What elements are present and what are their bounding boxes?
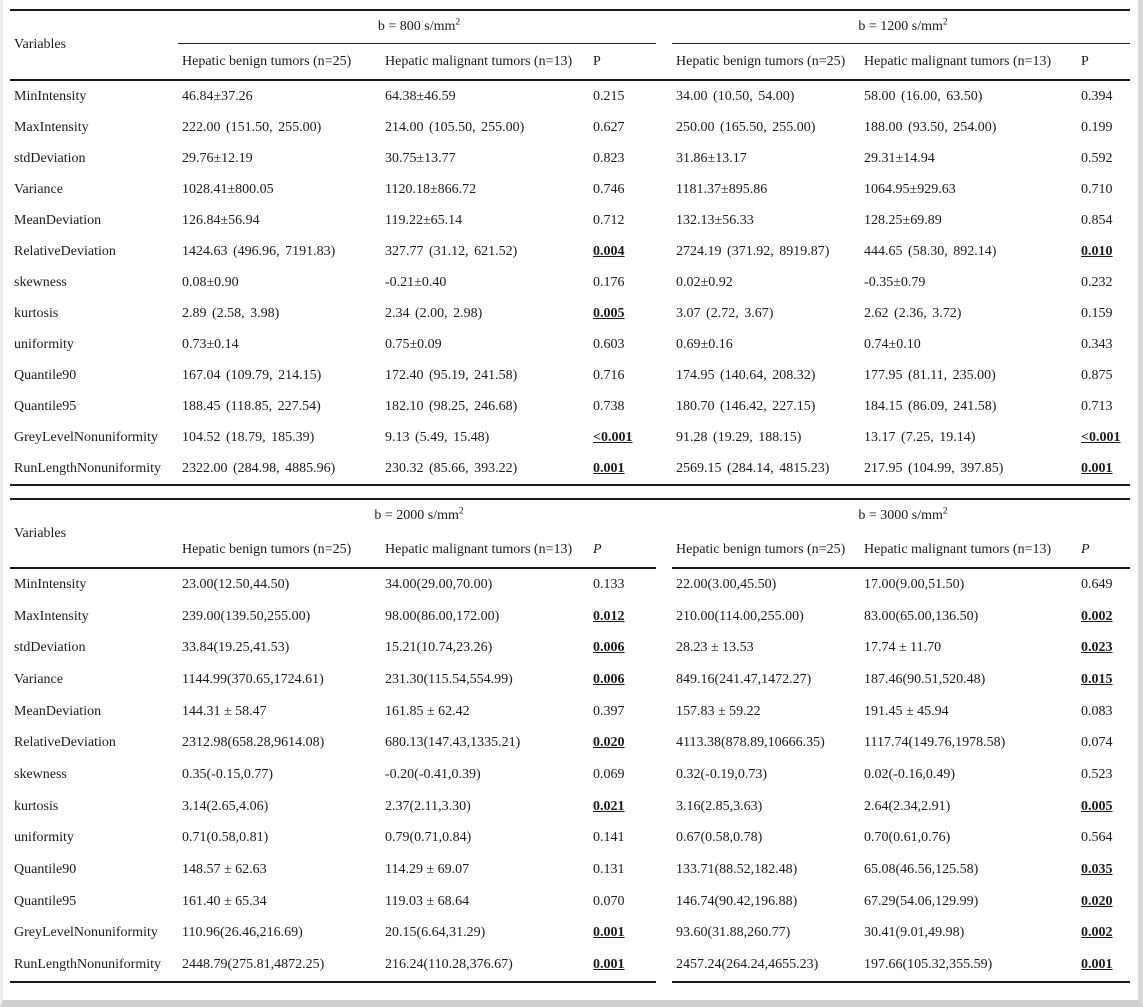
p-value-cell: 0.021 [593, 798, 625, 814]
benign-value-cell: 146.74(90.42,196.88) [676, 893, 798, 909]
benign-value-cell: 2.89 (2.58, 3.98) [182, 305, 280, 321]
variable-name-cell: kurtosis [14, 305, 59, 321]
p-value-cell: 0.199 [1081, 119, 1113, 135]
p-value-cell: 0.394 [1081, 88, 1113, 104]
column-gap [656, 453, 672, 485]
benign-value-cell: 0.67(0.58,0.78) [676, 830, 763, 846]
p-value-cell: 0.823 [593, 150, 625, 166]
p-value-cell: 0.002 [1081, 925, 1113, 941]
table-row [10, 949, 1130, 982]
benign-value-cell: 0.73±0.14 [182, 336, 239, 352]
table-body [10, 80, 1130, 485]
malignant-value-cell: 177.95 (81.11, 235.00) [864, 367, 996, 383]
malignant-value-cell: 67.29(54.06,129.99) [864, 893, 979, 909]
malignant-value-cell: 1120.18±866.72 [385, 181, 477, 197]
benign-value-cell: 2448.79(275.81,4872.25) [178, 949, 381, 982]
benign-value-cell: 167.04 (109.79, 214.15) [182, 367, 322, 383]
table-row [10, 568, 1130, 601]
table-row [10, 174, 1130, 205]
p-value-cell: 0.010 [1081, 243, 1113, 259]
group-header-b800: b = 800 $s/mm^2$ [178, 10, 656, 44]
benign-value-cell: 0.02±0.92 [676, 274, 733, 290]
variable-name-cell: MinIntensity [14, 88, 87, 104]
column-header-malignant-b800: Hepatic malignant tumors (n=13) [381, 44, 589, 81]
p-value-cell: 0.649 [1081, 576, 1113, 592]
p-value-cell: 0.001 [589, 949, 656, 982]
table-row [10, 80, 1130, 112]
p-value-cell: 0.131 [593, 862, 625, 878]
malignant-value-cell: 214.00 (105.50, 255.00) [385, 119, 525, 135]
benign-value-cell: 2322.00 (284.98, 4885.96) [182, 460, 336, 476]
variable-name-cell: RunLengthNonuniformity [14, 460, 161, 476]
table-row [10, 791, 1130, 823]
benign-value-cell: 34.00 (10.50, 54.00) [676, 88, 795, 104]
malignant-value-cell: 1117.74(149.76,1978.58) [864, 735, 1006, 751]
benign-value-cell: 2457.24(264.24,4655.23) [672, 949, 860, 982]
benign-value-cell: 3.07 (2.72, 3.67) [676, 305, 774, 321]
variable-name-cell: Quantile90 [14, 367, 77, 383]
malignant-value-cell: 17.00(9.00,51.50) [864, 576, 965, 592]
malignant-value-cell: 128.25±69.89 [864, 212, 942, 228]
table-row [10, 918, 1130, 950]
p-value-cell: 0.083 [1081, 703, 1113, 719]
column-gap [656, 143, 672, 174]
malignant-value-cell: -0.35±0.79 [864, 274, 926, 290]
benign-value-cell: 0.08±0.90 [182, 274, 239, 290]
malignant-value-cell: 17.74 ± 11.70 [864, 640, 942, 656]
benign-value-cell: 28.23 ± 13.53 [676, 640, 754, 656]
benign-value-cell: 93.60(31.88,260.77) [676, 925, 791, 941]
table-row [10, 632, 1130, 664]
malignant-value-cell: 98.00(86.00,172.00) [385, 608, 500, 624]
benign-value-cell: 1144.99(370.65,1724.61) [182, 671, 324, 687]
malignant-value-cell: 119.22±65.14 [385, 212, 463, 228]
benign-value-cell: 46.84±37.26 [182, 88, 253, 104]
variable-name-cell: MaxIntensity [14, 608, 89, 624]
malignant-value-cell: 216.24(110.28,376.67) [381, 949, 589, 982]
table-row [10, 453, 1130, 485]
column-gap [656, 949, 672, 982]
p-value-cell: 0.746 [593, 181, 625, 197]
column-gap [656, 499, 672, 568]
p-value-cell: 0.738 [593, 398, 625, 414]
malignant-value-cell: 0.70(0.61,0.76) [864, 830, 951, 846]
column-header-p-b3000: P [1077, 532, 1130, 568]
benign-value-cell: 29.76±12.19 [182, 150, 253, 166]
malignant-value-cell: 0.02(-0.16,0.49) [864, 766, 955, 782]
malignant-value-cell: 30.41(9.01,49.98) [864, 925, 965, 941]
table-b2000-b3000 [10, 498, 1130, 983]
benign-value-cell: 104.52 (18.79, 185.39) [182, 429, 315, 445]
malignant-value-cell: 197.66(105.32,355.59) [860, 949, 1077, 982]
p-value-cell: 0.070 [593, 893, 625, 909]
malignant-value-cell: 172.40 (95.19, 241.58) [385, 367, 518, 383]
column-header-row [10, 532, 1130, 568]
benign-value-cell: 180.70 (146.42, 227.15) [676, 398, 816, 414]
benign-value-cell: 1028.41±800.05 [182, 181, 274, 197]
variable-name-cell: stdDeviation [14, 640, 86, 656]
column-gap [656, 823, 672, 855]
variable-name-cell: MeanDeviation [14, 703, 102, 719]
malignant-value-cell: 217.95 (104.99, 397.85) [864, 460, 1004, 476]
column-gap [656, 205, 672, 236]
p-value-cell: 0.023 [1081, 640, 1113, 656]
group-header-row [10, 10, 1130, 44]
p-value-cell: 0.012 [593, 608, 625, 624]
column-gap [656, 632, 672, 664]
column-gap [656, 791, 672, 823]
benign-value-cell: 126.84±56.94 [182, 212, 260, 228]
column-gap [656, 267, 672, 298]
group-header-b1200: b = 1200 $s/mm^2$ [672, 10, 1130, 44]
benign-value-cell: 1181.37±895.86 [676, 181, 768, 197]
p-value-cell: 0.006 [593, 640, 625, 656]
table-row [10, 267, 1130, 298]
malignant-value-cell: 444.65 (58.30, 892.14) [864, 243, 997, 259]
benign-value-cell: 144.31 ± 58.47 [182, 703, 267, 719]
table-row [10, 823, 1130, 855]
benign-value-cell: 239.00(139.50,255.00) [182, 608, 311, 624]
variable-name-cell: MeanDeviation [14, 212, 102, 228]
table-row [10, 759, 1130, 791]
malignant-value-cell: 161.85 ± 62.42 [385, 703, 470, 719]
column-header-benign-b3000: Hepatic benign tumors (n=25) [672, 532, 860, 568]
table-row [10, 298, 1130, 329]
benign-value-cell: 222.00 (151.50, 255.00) [182, 119, 322, 135]
column-gap [656, 422, 672, 453]
variables-header: Variables [10, 499, 178, 568]
table-row [10, 360, 1130, 391]
p-value-cell: 0.069 [593, 766, 625, 782]
variable-name-cell: skewness [14, 766, 67, 782]
column-header-p-b800: P [589, 44, 656, 81]
p-value-cell: 0.232 [1081, 274, 1113, 290]
p-value-cell: 0.004 [593, 243, 625, 259]
benign-value-cell: 3.16(2.85,3.63) [676, 798, 763, 814]
group-header-b2000: b = 2000 $s/mm^2$ [374, 506, 464, 523]
malignant-value-cell: 114.29 ± 69.07 [385, 862, 470, 878]
malignant-value-cell: 231.30(115.54,554.99) [385, 671, 513, 687]
benign-value-cell: 0.32(-0.19,0.73) [676, 766, 767, 782]
column-gap [656, 329, 672, 360]
variable-name-cell: Variance [14, 181, 63, 197]
benign-value-cell: 31.86±13.17 [676, 150, 747, 166]
p-value-cell: <0.001 [593, 429, 633, 445]
column-gap [656, 391, 672, 422]
malignant-value-cell: 187.46(90.51,520.48) [864, 671, 986, 687]
benign-value-cell: 148.57 ± 62.63 [182, 862, 267, 878]
malignant-value-cell: 13.17 (7.25, 19.14) [864, 429, 976, 445]
p-value-cell: 0.854 [1081, 212, 1113, 228]
column-header-p-b1200: P [1077, 44, 1130, 81]
p-value-cell: 0.716 [593, 367, 625, 383]
benign-value-cell: 0.69±0.16 [676, 336, 733, 352]
benign-value-cell: 849.16(241.47,1472.27) [676, 671, 812, 687]
table-row [10, 391, 1130, 422]
p-value-cell: 0.001 [593, 460, 625, 476]
benign-value-cell: 210.00(114.00,255.00) [676, 608, 804, 624]
column-gap [656, 568, 672, 601]
variable-name-cell: kurtosis [14, 798, 59, 814]
malignant-value-cell: 20.15(6.64,31.29) [385, 925, 486, 941]
p-value-cell: 0.001 [593, 925, 625, 941]
table-row [10, 696, 1130, 728]
superscript-2: 2 [942, 17, 948, 28]
p-value-cell: 0.215 [593, 88, 625, 104]
variable-name-cell: RelativeDeviation [14, 243, 116, 259]
table-row [10, 854, 1130, 886]
p-value-cell: 0.710 [1081, 181, 1113, 197]
p-value-cell: 0.002 [1081, 608, 1113, 624]
benign-value-cell: 22.00(3.00,45.50) [676, 576, 777, 592]
benign-value-cell: 4113.38(878.89,10666.35) [676, 735, 825, 751]
p-value-cell: 0.074 [1081, 735, 1113, 751]
malignant-value-cell: 83.00(65.00,136.50) [864, 608, 979, 624]
column-header-malignant-b3000: Hepatic malignant tumors (n=13) [860, 532, 1077, 568]
variable-name-cell: RunLengthNonuniformity [10, 949, 178, 982]
p-value-cell: 0.875 [1081, 367, 1113, 383]
benign-value-cell: 110.96(26.46,216.69) [182, 925, 303, 941]
benign-value-cell: 188.45 (118.85, 227.54) [182, 398, 321, 414]
malignant-value-cell: 230.32 (85.66, 393.22) [385, 460, 518, 476]
variable-name-cell: MinIntensity [14, 576, 87, 592]
malignant-value-cell: 191.45 ± 45.94 [864, 703, 949, 719]
p-value-cell: 0.133 [593, 576, 625, 592]
column-gap [656, 759, 672, 791]
p-value-cell: 0.603 [593, 336, 625, 352]
p-value-cell: 0.627 [593, 119, 625, 135]
malignant-value-cell: 64.38±46.59 [385, 88, 456, 104]
column-gap [656, 298, 672, 329]
malignant-value-cell: 680.13(147.43,1335.21) [385, 735, 521, 751]
malignant-value-cell: -0.20(-0.41,0.39) [385, 766, 481, 782]
malignant-value-cell: 30.75±13.77 [385, 150, 456, 166]
benign-value-cell: 250.00 (165.50, 255.00) [676, 119, 816, 135]
malignant-value-cell: 15.21(10.74,23.26) [385, 640, 493, 656]
variable-name-cell: Quantile90 [14, 862, 77, 878]
p-value-cell: 0.592 [1081, 150, 1113, 166]
malignant-value-cell: 1064.95±929.63 [864, 181, 956, 197]
malignant-value-cell: 2.62 (2.36, 3.72) [864, 305, 962, 321]
table-row [10, 143, 1130, 174]
malignant-value-cell: 2.37(2.11,3.30) [385, 798, 471, 814]
column-gap [656, 854, 672, 886]
malignant-value-cell: 58.00 (16.00, 63.50) [864, 88, 983, 104]
table-row [10, 664, 1130, 696]
benign-value-cell: 2312.98(658.28,9614.08) [182, 735, 325, 751]
column-gap [656, 80, 672, 112]
column-header-benign-b800: Hepatic benign tumors (n=25) [178, 44, 381, 81]
p-value-cell: 0.005 [1081, 798, 1113, 814]
malignant-value-cell: 0.75±0.09 [385, 336, 442, 352]
column-gap [656, 174, 672, 205]
column-gap [656, 696, 672, 728]
benign-value-cell: 174.95 (140.64, 208.32) [676, 367, 816, 383]
table-row [10, 112, 1130, 143]
column-header-malignant-b1200: Hepatic malignant tumors (n=13) [860, 44, 1077, 81]
column-header-benign-b2000: Hepatic benign tumors (n=25) [178, 532, 381, 568]
benign-value-cell: 91.28 (19.29, 188.15) [676, 429, 802, 445]
variable-name-cell: RelativeDeviation [14, 735, 116, 751]
malignant-value-cell: 184.15 (86.09, 241.58) [864, 398, 997, 414]
variables-header: Variables [10, 10, 178, 80]
p-value-cell: 0.020 [1081, 893, 1113, 909]
p-value-cell: 0.564 [1081, 830, 1113, 846]
column-gap [656, 601, 672, 633]
malignant-value-cell: 182.10 (98.25, 246.68) [385, 398, 518, 414]
table-row [10, 422, 1130, 453]
column-gap [656, 886, 672, 918]
p-value-cell: <0.001 [1081, 429, 1121, 445]
column-header-benign-b1200: Hepatic benign tumors (n=25) [672, 44, 860, 81]
column-gap [656, 236, 672, 267]
variable-name-cell: Quantile95 [14, 398, 77, 414]
column-gap [656, 360, 672, 391]
benign-value-cell: 157.83 ± 59.22 [676, 703, 761, 719]
variable-name-cell: uniformity [14, 830, 74, 846]
table-row [10, 329, 1130, 360]
variable-name-cell: Quantile95 [14, 893, 77, 909]
p-value-cell: 0.712 [593, 212, 625, 228]
malignant-value-cell: 2.34 (2.00, 2.98) [385, 305, 483, 321]
p-value-cell: 0.176 [593, 274, 625, 290]
benign-value-cell: 0.35(-0.15,0.77) [182, 766, 273, 782]
p-value-cell: 0.397 [593, 703, 625, 719]
malignant-value-cell: 0.74±0.10 [864, 336, 921, 352]
p-value-cell: 0.001 [1077, 949, 1130, 982]
variable-name-cell: MaxIntensity [14, 119, 89, 135]
p-value-cell: 0.035 [1081, 862, 1113, 878]
variable-name-cell: skewness [14, 274, 67, 290]
table-row [10, 727, 1130, 759]
benign-value-cell: 3.14(2.65,4.06) [182, 798, 269, 814]
variable-name-cell: stdDeviation [14, 150, 86, 166]
benign-value-cell: 33.84(19.25,41.53) [182, 640, 290, 656]
column-gap [656, 10, 672, 80]
column-gap [656, 918, 672, 950]
table-b800-b1200 [10, 9, 1130, 486]
p-value-cell: 0.343 [1081, 336, 1113, 352]
table-row [10, 886, 1130, 918]
superscript-2: 2 [455, 17, 461, 28]
table-row [10, 205, 1130, 236]
p-value-cell: 0.523 [1081, 766, 1113, 782]
benign-value-cell: 2724.19 (371.92, 8919.87) [676, 243, 830, 259]
benign-value-cell: 161.40 ± 65.34 [182, 893, 267, 909]
p-value-cell: 0.006 [593, 671, 625, 687]
column-gap [656, 727, 672, 759]
benign-value-cell: 2569.15 (284.14, 4815.23) [676, 460, 830, 476]
p-value-cell: 0.159 [1081, 305, 1113, 321]
malignant-value-cell: 29.31±14.94 [864, 150, 935, 166]
p-value-cell: 0.713 [1081, 398, 1113, 414]
group-header-row [10, 499, 1130, 532]
benign-value-cell: 1424.63 (496.96, 7191.83) [182, 243, 336, 259]
p-value-cell: 0.015 [1081, 671, 1113, 687]
superscript-2: 2 [942, 506, 948, 517]
column-gap [656, 112, 672, 143]
variable-name-cell: uniformity [14, 336, 74, 352]
table-row [10, 236, 1130, 267]
variable-name-cell: Variance [14, 671, 63, 687]
table-body [10, 568, 1130, 982]
variable-name-cell: GreyLevelNonuniformity [14, 925, 158, 941]
p-value-cell: 0.005 [593, 305, 625, 321]
superscript-2: 2 [458, 506, 464, 517]
malignant-value-cell: 9.13 (5.49, 15.48) [385, 429, 490, 445]
malignant-value-cell: 0.79(0.71,0.84) [385, 830, 472, 846]
p-value-cell: 0.001 [1081, 460, 1113, 476]
table-row [10, 601, 1130, 633]
column-gap [656, 664, 672, 696]
benign-value-cell: 132.13±56.33 [676, 212, 754, 228]
variable-name-cell: GreyLevelNonuniformity [14, 429, 158, 445]
malignant-value-cell: 119.03 ± 68.64 [385, 893, 470, 909]
p-value-cell: 0.141 [593, 830, 625, 846]
benign-value-cell: 0.71(0.58,0.81) [182, 830, 269, 846]
column-header-row [10, 44, 1130, 81]
malignant-value-cell: 65.08(46.56,125.58) [864, 862, 979, 878]
malignant-value-cell: 34.00(29.00,70.00) [385, 576, 493, 592]
group-header-b3000: b = 3000 $s/mm^2$ [858, 506, 948, 523]
column-header-malignant-b2000: Hepatic malignant tumors (n=13) [381, 532, 589, 568]
column-header-p-b2000: P [589, 532, 656, 568]
malignant-value-cell: 2.64(2.34,2.91) [864, 798, 951, 814]
benign-value-cell: 23.00(12.50,44.50) [182, 576, 290, 592]
malignant-value-cell: -0.21±0.40 [385, 274, 447, 290]
benign-value-cell: 133.71(88.52,182.48) [676, 862, 798, 878]
malignant-value-cell: 327.77 (31.12, 621.52) [385, 243, 518, 259]
malignant-value-cell: 188.00 (93.50, 254.00) [864, 119, 997, 135]
p-value-cell: 0.020 [593, 735, 625, 751]
